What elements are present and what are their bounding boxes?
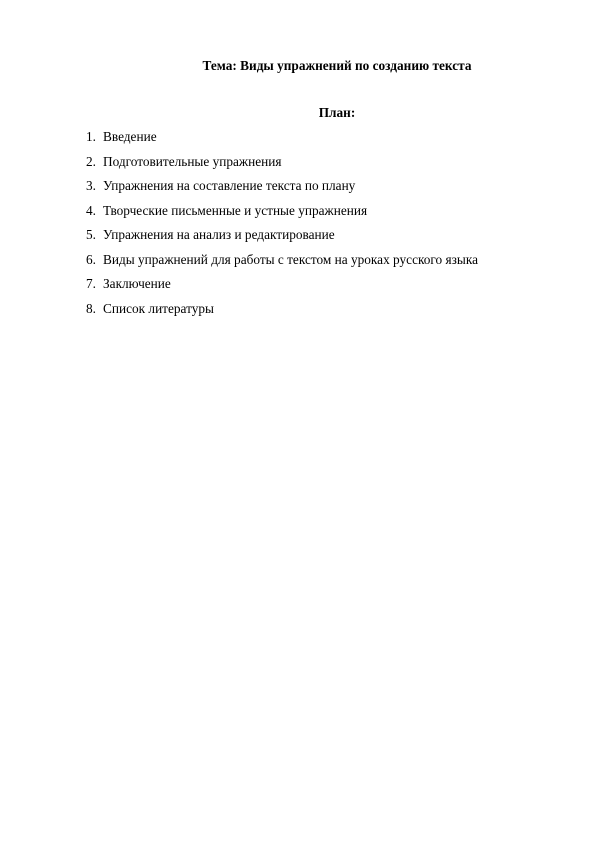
plan-item — [86, 300, 478, 325]
plan-item — [86, 177, 478, 202]
plan-item-text: Заключение — [103, 276, 171, 291]
plan-item-number: 4. — [86, 202, 96, 218]
document-title: Тема: Виды упражнений по созданию текста — [202, 58, 472, 73]
plan-item-number: 5. — [86, 227, 96, 242]
plan-item-text: Творческие письменные и устные упражнения — [103, 202, 368, 218]
plan-item-number: 2. — [86, 153, 96, 169]
plan-item-number: 8. — [86, 300, 96, 316]
plan-item-number: 3. — [86, 178, 96, 193]
plan-item — [86, 226, 478, 251]
plan-item-text: Введение — [103, 129, 157, 144]
plan-item — [86, 251, 478, 276]
plan-item-text: Упражнения на составление текста по плану — [103, 178, 356, 193]
plan-item-number: 7. — [86, 276, 96, 291]
plan-item — [86, 202, 478, 227]
plan-item-text: Список литературы — [103, 300, 214, 316]
plan-item-text: Подготовительные упражнения — [103, 153, 282, 169]
plan-item-number: 6. — [86, 251, 96, 267]
plan-item — [86, 275, 478, 300]
plan-item — [86, 153, 478, 178]
plan-heading: План: — [318, 105, 356, 120]
plan-list — [86, 128, 478, 324]
plan-item-text: Упражнения на анализ и редактирование — [103, 227, 335, 242]
plan-item-text: Виды упражнений для работы с текстом на уроках русского языка — [103, 251, 478, 267]
plan-item-number: 1. — [86, 129, 96, 144]
plan-item — [86, 128, 478, 153]
